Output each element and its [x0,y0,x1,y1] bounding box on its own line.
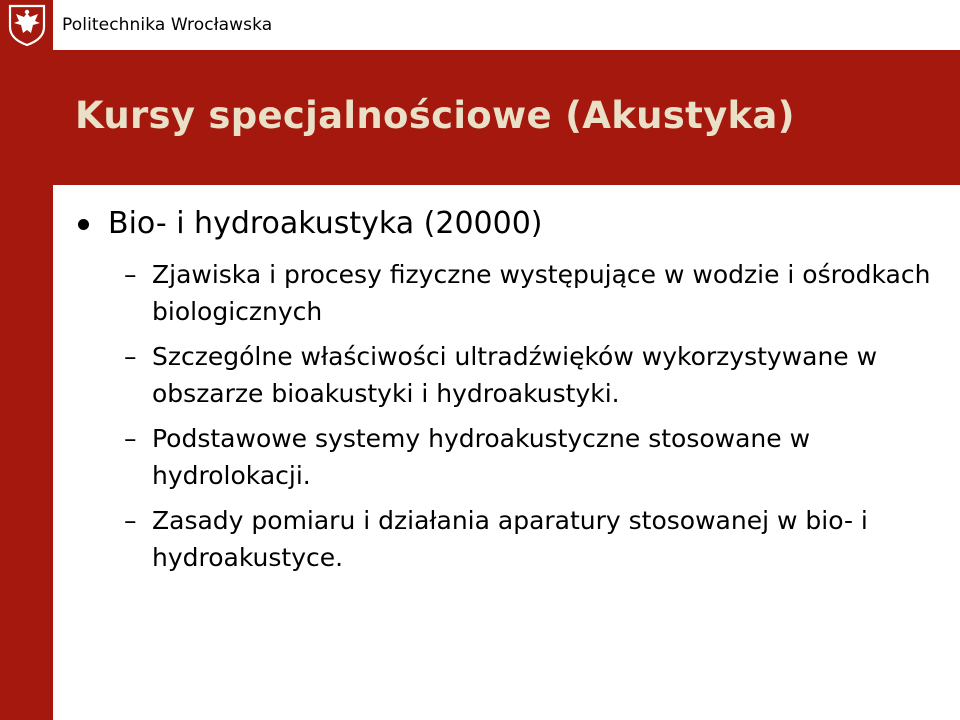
sub-bullet-text: Zjawiska i procesy fizyczne występujące w wodzie i ośrodkach biologicznych [152,260,931,326]
sub-bullet-text: Szczególne właściwości ultradźwięków wykorzystywane w obszarze bioakustyki i hydroakustyki. [152,342,878,408]
eagle-crest-icon [7,3,47,47]
sub-bullet-item [78,420,938,494]
bullet-dot-icon [78,219,89,230]
org-name: Politechnika Wrocławska [62,15,273,35]
title-band [53,50,960,185]
sub-bullet-text: Zasady pomiaru i działania aparatury stosowanej w bio- i hydroakustyce. [152,506,868,572]
left-accent-bar [0,0,53,720]
main-bullet-text: Bio- i hydroakustyka (20000) [108,206,543,241]
sub-bullet-item [78,502,938,576]
slide-content [78,205,938,584]
dash-marker: – [124,342,137,371]
main-bullet [78,205,938,243]
slide-title: Kursy specjalnościowe (Akustyka) [75,94,795,137]
logo-badge [0,0,53,50]
sub-bullet-list [78,256,938,576]
sub-bullet-item [78,338,938,412]
dash-marker: – [124,260,137,289]
dash-marker: – [124,506,137,535]
sub-bullet-item [78,256,938,330]
sub-bullet-text: Podstawowe systemy hydroakustyczne stosowane w hydrolokacji. [152,424,811,490]
dash-marker: – [124,424,137,453]
